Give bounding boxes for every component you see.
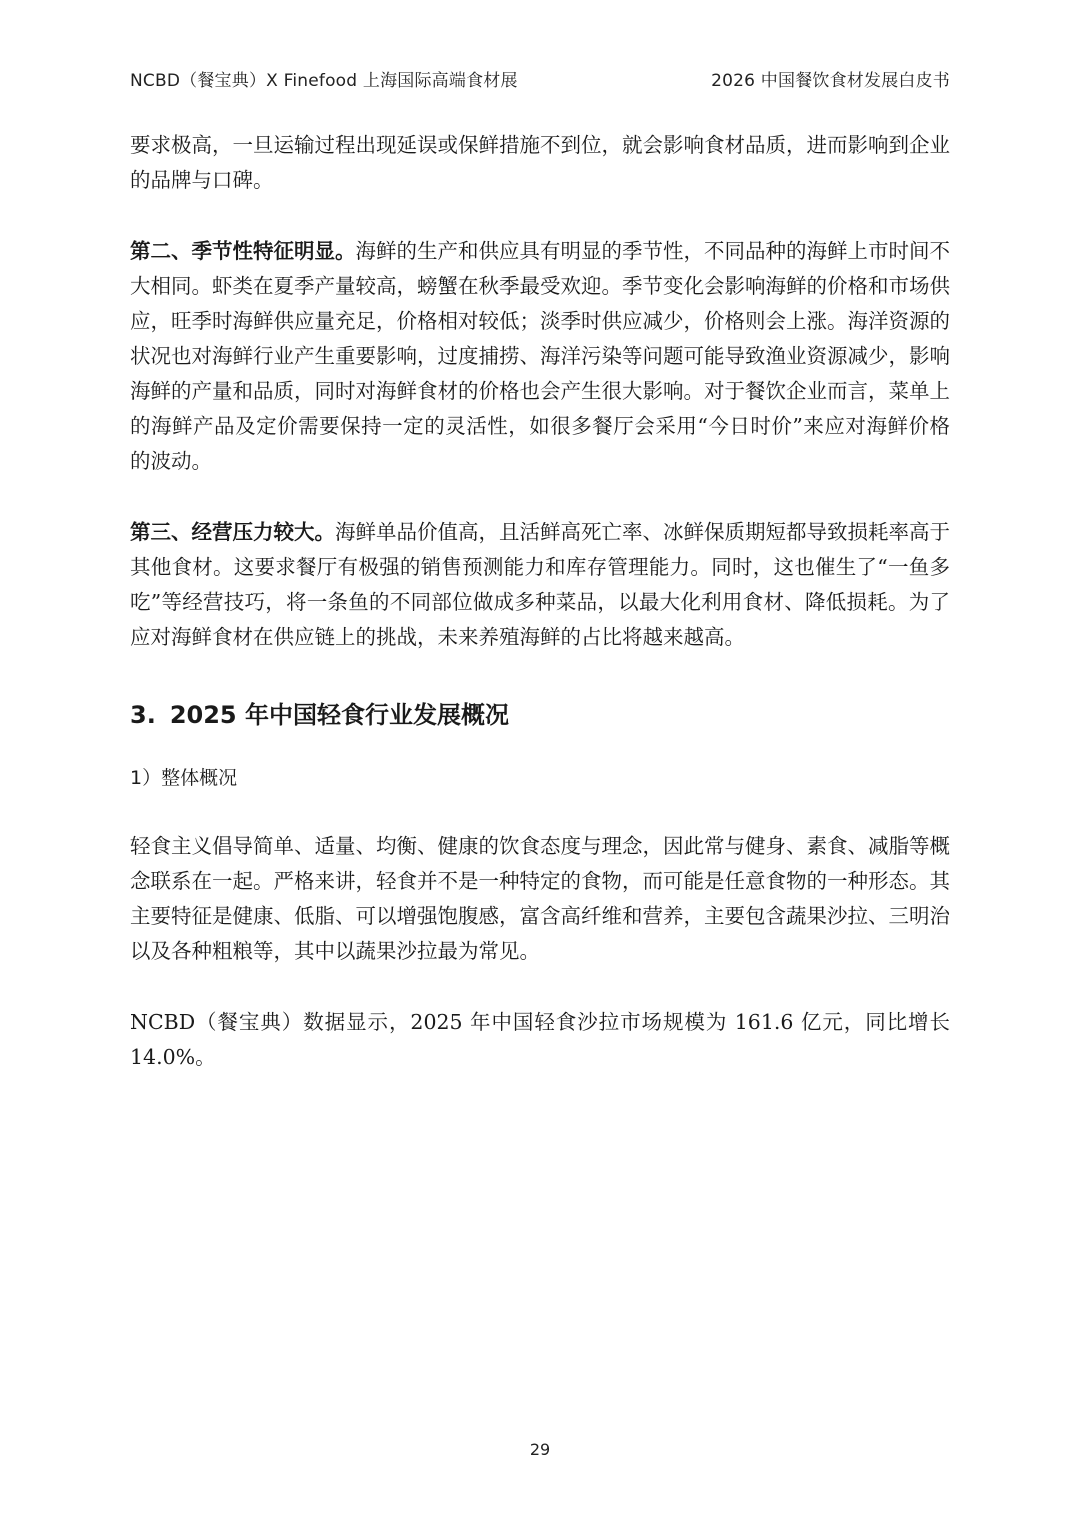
header-left-title: NCBD（餐宝典）X Finefood 上海国际高端食材展 (130, 70, 518, 91)
paragraph-seasonality (130, 234, 950, 479)
header-right-title: 2026 中国餐饮食材发展白皮书 (711, 70, 950, 91)
paragraph-light-food-overview: 轻食主义倡导简单、适量、均衡、健康的饮食态度与理念，因此常与健身、素食、减脂等概念联系在一起。严格来讲，轻食并不是一种特定的食物，而可能是任意食物的一种形态。其主要特征是健康、低脂、可以增强饱腹感，富含高纤维和营养，主要包含蔬果沙拉、三明治以及各种粗粮等，其中以蔬果沙拉最为常见。 (130, 834, 950, 963)
page-number: 29 (529, 1440, 551, 1459)
paragraph-seasonality-lead: 第二、季节性特征明显。 (130, 239, 356, 263)
paragraph-seasonality-body: 海鲜的生产和供应具有明显的季节性，不同品种的海鲜上市时间不大相同。虾类在夏季产量较高，螃蟹在秋季最受欢迎。季节变化会影响海鲜的价格和市场供应，旺季时海鲜供应量充足，价格相对较低；淡季时供应减少，价格则会上涨。海洋资源的状况也对海鲜行业产生重要影响，过度捕捞、海洋污染等问题可能导致渔业资源减少，影响海鲜的产量和品质，同时对海鲜食材的价格也会产生很大影响。对于餐饮企业而言，菜单上的海鲜产品及定价需要保持一定的灵活性，如很多餐厅会采用“今日时价”来应对海鲜价格的波动。 (130, 239, 950, 473)
document-body (130, 128, 950, 1075)
paragraph-continuation: 要求极高，一旦运输过程出现延误或保鲜措施不到位，就会影响食材品质，进而影响到企业的品牌与口碑。 (130, 133, 950, 192)
page-header (130, 66, 950, 90)
section-number: 3. (130, 701, 156, 729)
paragraph-operating-pressure-lead: 第三、经营压力较大。 (130, 520, 335, 544)
paragraph-operating-pressure (130, 515, 950, 655)
paragraph-market-size: NCBD（餐宝典）数据显示，2025 年中国轻食沙拉市场规模为 161.6 亿元，同比增长 14.0%。 (130, 1010, 950, 1069)
sub-heading: 1）整体概况 (130, 767, 238, 789)
paragraph-operating-pressure-body: 海鲜单品价值高，且活鲜高死亡率、冰鲜保质期短都导致损耗率高于其他食材。这要求餐厅有极强的销售预测能力和库存管理能力。同时，这也催生了“一鱼多吃”等经营技巧，将一条鱼的不同部位做成多种菜品，以最大化利用食材、降低损耗。为了应对海鲜食材在供应链上的挑战，未来养殖海鲜的占比将越来越高。 (130, 520, 950, 649)
section-heading (130, 697, 950, 733)
section-title: 2025 年中国轻食行业发展概况 (169, 701, 509, 729)
